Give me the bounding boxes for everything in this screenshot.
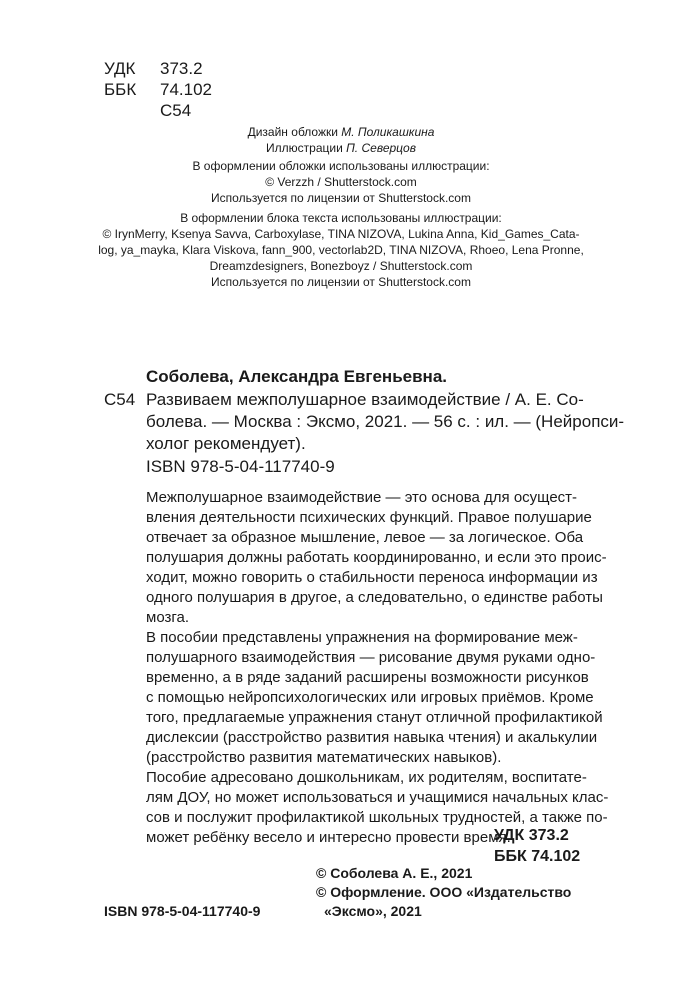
annotation-paragraph-2: В пособии представлены упражнения на формирование меж- полушарного взаимодействия — рисование двумя руками одно- временно, а в ряде заданий расширены возможности рисунков с помощью нейропсихологических или игровых приёмов. Кроме того, предлагаемые упражнения станут отличной профилактикой дислексии (расстройство развития навыка чтения) и акалькулии (расстройство развития математических навыков). [146, 629, 603, 766]
author-mark-row [104, 100, 212, 121]
bib-isbn: ISBN 978-5-04-117740-9 [146, 457, 335, 476]
annotation-paragraph-1: Межполушарное взаимодействие — это основа для осущест- вления деятельности психических функций. Правое полушарие отвечает за образное мышление, левое — за логическое. Оба полушария должны работать координированно, и если это проис- ходит, можно говорить о стабильности переноса информации из одного полушария в другое, а следовательно, о единстве работы мозга. [146, 489, 607, 626]
udk-label: УДК [104, 59, 136, 78]
copyright-notice: © Соболева А. Е., 2021 © Оформление. ООО «Издательство «Эксмо», 2021 [316, 865, 572, 919]
bib-author-mark: С54 [104, 390, 136, 409]
bbk-row [104, 79, 212, 100]
bottom-bbk: ББК 74.102 [494, 848, 581, 865]
cover-designer-name: М. Поликашкина [341, 125, 435, 139]
bib-description: Развиваем межполушарное взаимодействие / А. Е. Со- болева. — Москва : Эксмо, 2021. — 56 с. : ил. — (Нейропси- холог рекомендует). [146, 390, 625, 453]
udk-row [104, 58, 212, 79]
illustrator-name: П. Северцов [346, 141, 416, 155]
author-heading: Соболева, Александра Евгеньевна. [146, 367, 448, 386]
bbk-label: ББК [104, 80, 137, 99]
design-credits [0, 124, 682, 156]
illustrations-credit: Иллюстрации П. Северцов [266, 141, 416, 155]
annotation [146, 488, 609, 848]
cover-design-credit: Дизайн обложки М. Поликашкина [247, 125, 435, 139]
bottom-udk: УДК 373.2 [494, 827, 569, 844]
bottom-isbn: ISBN 978-5-04-117740-9 [104, 903, 261, 919]
udk-value: 373.2 [160, 59, 203, 78]
annotation-paragraph-3: Пособие адресовано дошкольникам, их родителям, воспитате- лям ДОУ, но может использоваться и учащимися начальных клас- сов и послужит профилактикой школьных трудностей, а также по- может ребёнку весело и интересно провести время. [146, 769, 609, 846]
cover-illustrations-credit: В оформлении обложки использованы иллюстрации: © Verzzh / Shutterstock.com Используется по лицензии от Shutterstock.com [192, 159, 490, 205]
classification-codes [104, 58, 212, 121]
author-mark: С54 [160, 101, 192, 120]
bottom-classification-codes [494, 825, 580, 867]
block-illustrations-credit: В оформлении блока текста использованы иллюстрации: © IrynMerry, Ksenya Savva, Carboxylase, TINA NIZOVA, Lukina Anna, Kid_Games_Cata- log, ya_mayka, Klara Viskova, fann_900, vectorlab2D, TINA NIZOVA, Rhoeo, Lena Pronne, Dreamzdesigners, Bonezboyz / Shutterstock.com Используется по лицензии от Shutterstock.com [98, 211, 584, 289]
bbk-value: 74.102 [160, 80, 212, 99]
